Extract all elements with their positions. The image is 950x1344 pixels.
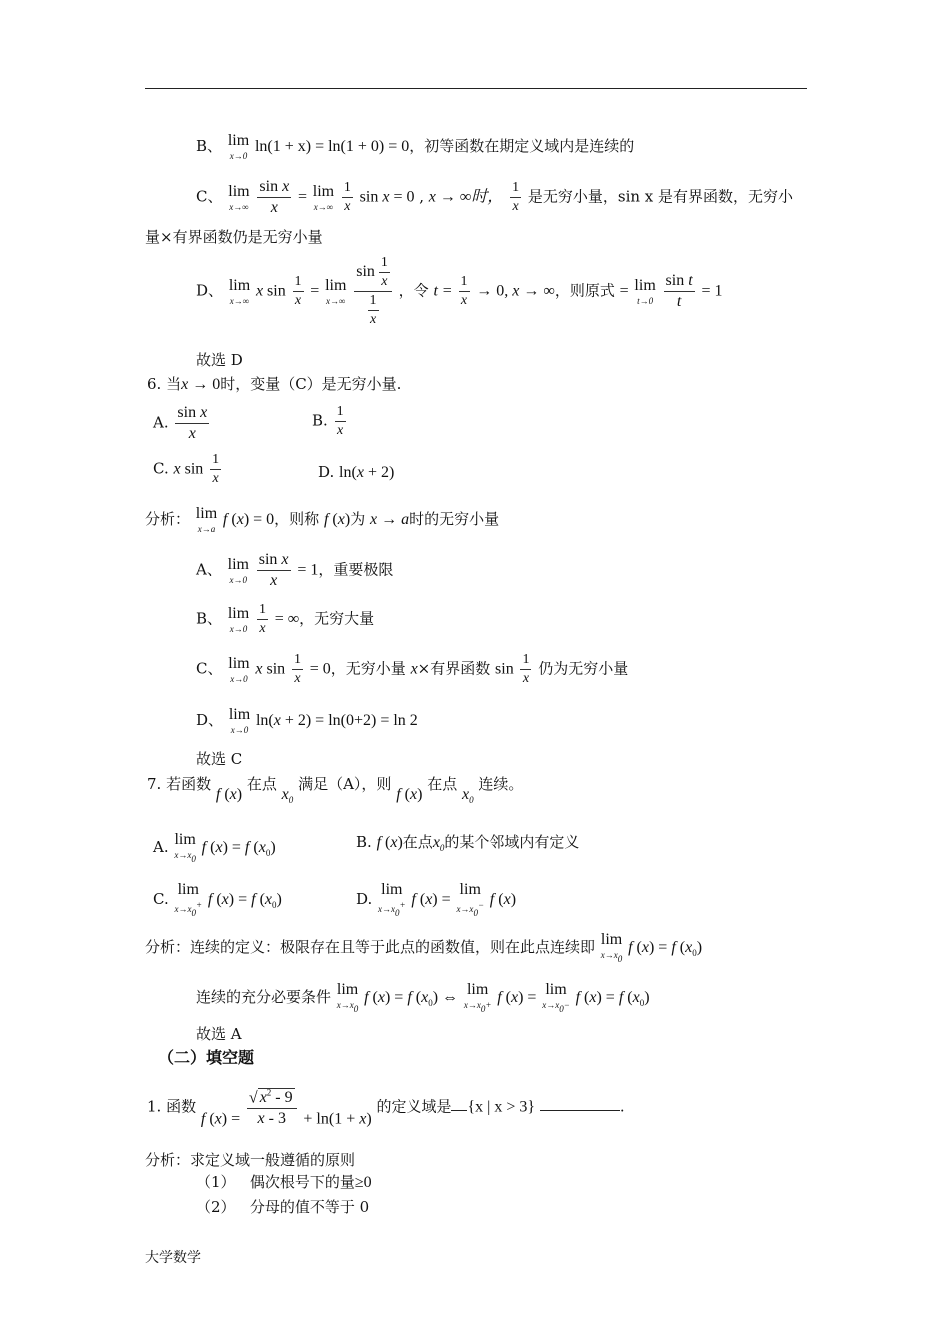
page-footer: 大学数学 xyxy=(145,1250,201,1266)
fraction: $\frac{1}{x}$ xyxy=(294,274,302,308)
q6-analysis-c: 时的无穷小量 xyxy=(409,510,500,528)
q7-option-c: C. lim $x\to x_0^+$ f (x) = f $(x_0)$ xyxy=(153,881,282,918)
limit-symbol: lim x→0 xyxy=(227,604,250,634)
fraction: $\frac{1}{x}$ xyxy=(336,404,344,438)
q7-verdict: 故选 A xyxy=(196,1025,242,1043)
fill1-rule1 xyxy=(196,1172,372,1193)
limit-symbol: lim x→0 xyxy=(228,706,251,735)
q5-d-label: D、 xyxy=(196,281,224,300)
fill1-rule2-text: 分母的值不等于 0 xyxy=(249,1198,370,1216)
limit-symbol: lim $x\to x_0$ xyxy=(336,981,359,1014)
q6-line-b: B、 lim x→0 $\frac{1}{x}$ = ∞，无穷大量 xyxy=(196,602,375,636)
fraction: $\frac{1}{x}$ xyxy=(212,452,220,486)
q5-b-equation: ln(1 + x) = ln(1 + 0) = 0 xyxy=(254,138,410,155)
q6-line-d: D、 lim x→0 ln(x + 2) = ln(0+2) = ln 2 xyxy=(196,706,418,735)
q6-a-label: A、 xyxy=(196,560,222,579)
q6-stem-a: 6. 当 xyxy=(147,375,182,393)
fill1-rule1-text: 偶次根号下的量 xyxy=(249,1173,355,1191)
q6-c-label: C、 xyxy=(196,659,223,678)
q6-c-note3: 仍为无穷小量 xyxy=(538,659,629,678)
fill1-end: . xyxy=(619,1097,625,1116)
q5-b-note: ，初等函数在期定义域内是连续的 xyxy=(409,137,635,155)
q5-b-label: B、 xyxy=(196,137,223,155)
q7-opt-d-label: D. xyxy=(356,890,373,908)
fraction: $\frac{1}{x}$ xyxy=(522,652,530,686)
fill1-stem-a: 1. 函数 xyxy=(147,1097,197,1116)
q6-line-c: C、 lim x→0 x sin $\frac{1}{x}$ = 0，无穷小量 x×有界函数 sin $\frac{1}{x}$ 仍为无穷小量 xyxy=(196,652,629,686)
fraction: $\frac{\text{sin x}}{x}$ xyxy=(259,178,290,216)
limit-symbol: lim x→0 xyxy=(228,654,250,684)
q5-d-then: ，则原式 xyxy=(554,281,615,300)
q7-stem: 7. 若函数 f (x) 在点 $x_0$ 满足（A），则 f (x) 在点 $x_0$ 连续。 xyxy=(147,775,524,805)
q7-option-d: D. lim $x\to x_0^+$ f (x) = lim $x\to x_0^-$ f (x) xyxy=(356,881,517,918)
fill1-stem: 1. 函数 f (x) = $\frac{√ x^2 - 9}{x - 3}$ + ln(1 + x) 的定义域是 {x | x > 3} . xyxy=(147,1084,625,1129)
q6-opt-c-label: C. xyxy=(153,459,169,478)
q6-analysis: 分析： lim x→a f (x) = 0，则称 f (x)为 x → a时的无穷小量 xyxy=(145,505,500,534)
q5-c-continuation: 量×有界函数仍是无穷小量 xyxy=(145,228,323,246)
limit-symbol: lim x→∞ xyxy=(312,182,335,212)
limit-symbol: lim x→0 xyxy=(227,132,250,161)
fill1-stem-b: 的定义域是 xyxy=(376,1097,452,1116)
q6-verdict: 故选 C xyxy=(196,750,243,768)
limit-symbol: lim $x\to x_0^+$ xyxy=(378,881,406,918)
section-title: （二）填空题 xyxy=(158,1048,255,1067)
q6-c-note1: ，无穷小量 xyxy=(330,659,406,678)
q6-line-a: A、 lim x→0 $\frac{\text{sin x}}{x}$ = 1，重要极限 xyxy=(196,551,394,589)
fill1-answer: {x | x > 3} xyxy=(467,1098,536,1116)
q7-stem-b: 在点 xyxy=(246,775,277,793)
fraction: $\frac{\text{sin t}}{t}$ xyxy=(665,272,693,310)
fraction: sin $\frac{1}{x}$ $\frac{1}{x}$ xyxy=(354,255,392,328)
q6-opt-a-label: A. xyxy=(153,413,169,432)
limit-symbol: lim $x\to x_0+$ xyxy=(463,981,492,1014)
q7-condition: 连续的充分必要条件 lim $x\to x_0$ f (x) = f $(x_0)$ ⇔ lim $x\to x_0+$ f (x) = lim $x\to x_0-$ f (x) = f $(x_0)$ xyxy=(196,981,650,1014)
q7-opt-b-text1: 在点 xyxy=(402,833,433,851)
q6-opt-b-label: B. xyxy=(312,411,328,430)
q6-opt-d-label: D. xyxy=(318,463,335,481)
limit-symbol: lim x→∞ xyxy=(228,276,251,306)
fill1-rule2-num: （2） xyxy=(196,1198,236,1216)
q7-condition-text: 连续的充分必要条件 xyxy=(196,988,332,1006)
q6-analysis-a: ，则称 xyxy=(274,510,320,528)
q6-d-label: D、 xyxy=(196,711,224,729)
q6-analysis-b: 为 xyxy=(350,510,366,528)
q7-option-b: B. f (x)在点$x_0$的某个邻域内有定义 xyxy=(356,833,580,853)
fraction: $\frac{1}{x}$ xyxy=(293,652,301,686)
q6-option-c: C. x sin $\frac{1}{x}$ xyxy=(153,452,220,486)
fraction: $\frac{\text{sin x}}{x}$ xyxy=(258,551,289,589)
q5-c-text2: 是无穷小量，sin x 是有界函数，无穷小 xyxy=(527,187,794,206)
q7-opt-b-label: B. xyxy=(356,833,372,851)
fill1-analysis: 分析：求定义域一般遵循的原则 xyxy=(145,1151,356,1169)
q5-c-text1: x → ∞时， xyxy=(428,188,504,206)
q5-d-let: ，令 xyxy=(398,281,429,300)
limit-symbol: lim x→a xyxy=(195,505,218,534)
q5-line-c: C、 lim x→∞ $\frac{\text{sin x}}{x}$ = lim x→∞ $\frac{1}{x}$ sin x = 0 , x → ∞时， $\frac{1}{x}$ 是无穷小量，sin x 是有界函数，无穷小 xyxy=(196,178,794,216)
q7-stem-e: 连续。 xyxy=(478,775,524,793)
q6-option-b xyxy=(312,404,348,439)
q6-c-note2: ×有界函数 xyxy=(417,659,491,678)
limit-symbol: lim t→0 xyxy=(634,276,656,306)
fraction: $\frac{√ x^2 - 9}{x - 3}$ xyxy=(247,1084,297,1128)
q7-stem-d: 在点 xyxy=(427,775,458,793)
q6-stem: 6. 当x → 0时，变量（C）是无穷小量. xyxy=(147,375,402,393)
fill1-rule2 xyxy=(196,1197,369,1217)
q6-b-label: B、 xyxy=(196,609,223,628)
q6-stem-b: 时，变量（C）是无穷小量. xyxy=(220,375,402,393)
limit-symbol: lim $x\to x_0^+$ xyxy=(174,881,203,918)
q6-b-note: ，无穷大量 xyxy=(299,609,375,628)
fraction: $\frac{1}{x}$ xyxy=(343,180,351,214)
fill1-rule1-num: （1） xyxy=(196,1173,236,1191)
fraction: $\frac{1}{x}$ xyxy=(258,602,266,636)
fraction: $\frac{\text{sin x}}{x}$ xyxy=(177,404,208,442)
fill1-rule1-math: ≥0 xyxy=(354,1174,372,1191)
header-rule xyxy=(145,88,807,89)
q6-a-note: ，重要极限 xyxy=(318,560,394,579)
limit-symbol: lim $x\to x_0-$ xyxy=(542,981,570,1014)
q7-opt-b-text2: 的某个邻域内有定义 xyxy=(444,833,580,851)
limit-symbol: lim $x\to x_0^-$ xyxy=(456,881,485,918)
q7-analysis: 分析：连续的定义：极限存在且等于此点的函数值，则在此点连续即 lim $x\to x_0$ f (x) = f $(x_0)$ xyxy=(145,931,703,964)
fraction: $\frac{1}{x}$ xyxy=(512,180,520,214)
limit-symbol: lim x→∞ xyxy=(228,182,250,212)
q5-line-d: D、 lim x→∞ x sin $\frac{1}{x}$ = lim x→∞ sin $\frac{1}{x}$ $\frac{1}{x}$ ，令 t = $\frac{1}{x}$ → 0, x → ∞，则原式 = lim t→0 $\frac{\text{sin t}}{t}$ = 1 xyxy=(196,255,723,327)
q5-c-label: C、 xyxy=(196,187,223,206)
q5-verdict: 故选 D xyxy=(196,351,243,369)
q5-line-b xyxy=(196,133,634,161)
limit-symbol: lim $x\to x_0$ xyxy=(174,831,196,864)
q7-stem-c: 满足（A），则 xyxy=(298,775,392,793)
q7-opt-a-label: A. xyxy=(153,838,169,856)
limit-symbol: lim x→0 xyxy=(227,555,249,585)
answer-blank xyxy=(451,1096,467,1111)
q6-option-d: D. ln(x + 2) xyxy=(318,463,395,481)
q6-analysis-label: 分析： xyxy=(145,510,191,528)
q7-opt-c-label: C. xyxy=(153,890,169,908)
q7-option-a: A. lim $x\to x_0$ f (x) = f $(x_0)$ xyxy=(153,831,276,864)
limit-symbol: lim $x\to x_0$ xyxy=(600,931,623,964)
fraction: $\frac{1}{x}$ xyxy=(460,274,468,308)
q7-stem-a: 7. 若函数 xyxy=(147,775,212,793)
limit-symbol: lim x→∞ xyxy=(325,276,347,306)
answer-blank xyxy=(540,1096,620,1111)
q6-option-a xyxy=(153,404,211,443)
q7-analysis-text: 分析：连续的定义：极限存在且等于此点的函数值，则在此点连续即 xyxy=(145,938,596,956)
